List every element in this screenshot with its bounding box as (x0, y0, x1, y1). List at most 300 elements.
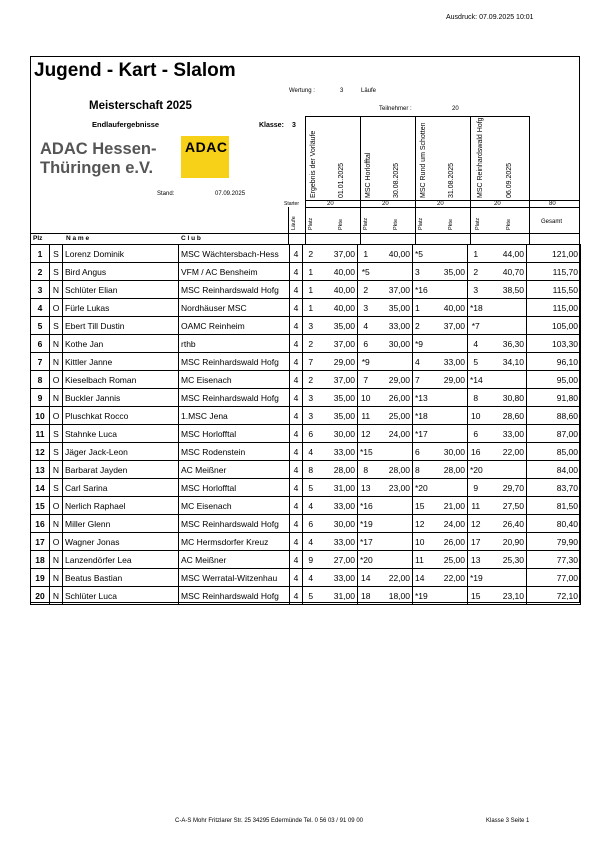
place-cell: 1 (413, 299, 429, 317)
points-cell (374, 551, 413, 569)
points-cell: 30,00 (374, 335, 413, 353)
table-row (31, 587, 581, 605)
category-cell: N (50, 389, 63, 407)
class-value: 3 (292, 122, 296, 129)
place-cell: *5 (413, 245, 429, 263)
place-cell: 9 (468, 479, 484, 497)
points-cell: 31,00 (319, 479, 358, 497)
category-cell: N (50, 551, 63, 569)
table-row (31, 479, 581, 497)
place-cell: 6 (303, 425, 319, 443)
category-cell: N (50, 335, 63, 353)
club-cell: AC Meißner (179, 551, 290, 569)
place-cell: 8 (413, 461, 429, 479)
total-cell: 72,10 (527, 587, 581, 605)
club-cell: rthb (179, 335, 290, 353)
place-cell: 8 (468, 389, 484, 407)
starter-count: 20 (327, 201, 334, 207)
place-cell: 17 (468, 533, 484, 551)
runs-cell: 4 (290, 263, 303, 281)
runs-cell: 4 (290, 587, 303, 605)
place-cell: 4 (413, 353, 429, 371)
points-cell (374, 515, 413, 533)
points-cell: 33,00 (319, 497, 358, 515)
place-cell: 12 (468, 515, 484, 533)
adac-logo-text: ADAC (185, 139, 228, 155)
points-cell: 35,00 (319, 389, 358, 407)
total-cell: 87,00 (527, 425, 581, 443)
place-cell: 4 (303, 533, 319, 551)
points-cell: 40,00 (319, 299, 358, 317)
place-cell: 18 (358, 587, 374, 605)
runs-cell: 4 (290, 299, 303, 317)
points-cell: 30,00 (319, 515, 358, 533)
place-cell: *20 (413, 479, 429, 497)
runs-cell: 4 (290, 245, 303, 263)
participants-value: 20 (452, 106, 459, 112)
place-cell: 4 (358, 317, 374, 335)
table-row (31, 299, 581, 317)
pkte-header: Pkte (506, 218, 512, 230)
place-cell: 7 (413, 371, 429, 389)
points-cell: 40,00 (374, 245, 413, 263)
table-row (31, 533, 581, 551)
name-cell: Jäger Jack-Leon (63, 443, 179, 461)
points-cell (374, 533, 413, 551)
category-cell: S (50, 443, 63, 461)
rank-cell: 16 (31, 515, 50, 533)
points-cell: 35,00 (319, 407, 358, 425)
points-cell: 31,00 (319, 587, 358, 605)
divider (30, 233, 580, 234)
name-cell: Wagner Jonas (63, 533, 179, 551)
points-cell: 40,00 (319, 263, 358, 281)
table-row (31, 569, 581, 587)
place-cell: 15 (468, 587, 484, 605)
place-cell: 6 (413, 443, 429, 461)
event-2-name: MSC Horlofftal (365, 152, 372, 198)
points-cell: 28,00 (374, 461, 413, 479)
category-cell: N (50, 461, 63, 479)
category-cell: O (50, 299, 63, 317)
club-cell: AC Meißner (179, 461, 290, 479)
name-cell: Pluschkat Rocco (63, 407, 179, 425)
rank-cell: 13 (31, 461, 50, 479)
plz-header: Plz (33, 235, 43, 242)
club-cell: MSC Werratal-Witzenhau (179, 569, 290, 587)
place-cell: 4 (303, 569, 319, 587)
place-cell: *7 (468, 317, 484, 335)
name-cell: Lanzendörfer Lea (63, 551, 179, 569)
points-cell: 38,50 (484, 281, 527, 299)
points-cell: 35,00 (374, 299, 413, 317)
points-cell: 26,00 (374, 389, 413, 407)
points-cell: 29,00 (429, 371, 468, 389)
table-row (31, 425, 581, 443)
participants-label: Teilnehmer : (379, 106, 412, 112)
points-cell: 28,60 (484, 407, 527, 425)
divider (360, 116, 361, 244)
place-cell: *20 (358, 551, 374, 569)
category-cell: N (50, 281, 63, 299)
table-row (31, 371, 581, 389)
runs-cell: 4 (290, 317, 303, 335)
starter-count: 20 (382, 201, 389, 207)
total-cell: 95,00 (527, 371, 581, 389)
table-row (31, 515, 581, 533)
rank-cell: 9 (31, 389, 50, 407)
rank-cell: 6 (31, 335, 50, 353)
points-cell: 33,00 (429, 353, 468, 371)
runs-cell: 4 (290, 551, 303, 569)
points-cell: 35,00 (319, 317, 358, 335)
place-cell: *9 (358, 353, 374, 371)
rank-cell: 2 (31, 263, 50, 281)
name-cell: Stahnke Luca (63, 425, 179, 443)
points-cell: 29,00 (374, 371, 413, 389)
divider (305, 116, 530, 117)
total-cell: 115,70 (527, 263, 581, 281)
points-cell (429, 389, 468, 407)
points-cell: 26,00 (429, 533, 468, 551)
club-cell: MSC Rodenstein (179, 443, 290, 461)
place-cell: 5 (303, 479, 319, 497)
runs-cell: 4 (290, 353, 303, 371)
points-cell: 29,70 (484, 479, 527, 497)
divider (305, 207, 580, 208)
brand-name-line2: Thüringen e.V. (40, 159, 154, 177)
divider (529, 116, 530, 244)
place-cell: 5 (468, 353, 484, 371)
platz-header: Platz (363, 217, 369, 230)
place-cell: 11 (468, 497, 484, 515)
place-cell: 3 (303, 317, 319, 335)
points-cell (374, 353, 413, 371)
points-cell (484, 317, 527, 335)
name-cell: Nerlich Raphael (63, 497, 179, 515)
points-cell: 23,10 (484, 587, 527, 605)
print-timestamp: Ausdruck: 07.09.2025 10:01 (446, 14, 534, 21)
rank-cell: 15 (31, 497, 50, 515)
table-row (31, 407, 581, 425)
points-cell (374, 263, 413, 281)
wertung-value: 3 (340, 88, 344, 94)
runs-cell: 4 (290, 407, 303, 425)
place-cell: 4 (303, 443, 319, 461)
table-row (31, 551, 581, 569)
points-cell: 34,10 (484, 353, 527, 371)
name-cell: Kothe Jan (63, 335, 179, 353)
points-cell: 20,90 (484, 533, 527, 551)
divider (470, 116, 471, 244)
rank-cell: 4 (31, 299, 50, 317)
stand-value: 07.09.2025 (215, 191, 246, 197)
place-cell: 12 (358, 425, 374, 443)
points-cell (374, 443, 413, 461)
category-cell: O (50, 407, 63, 425)
points-cell (429, 479, 468, 497)
event-4-date: 06.09.2025 (506, 162, 513, 198)
class-label: Klasse: (259, 122, 284, 129)
brand-name-line1: ADAC Hessen- (40, 140, 157, 158)
club-cell: MSC Reinhardswald Hofg (179, 389, 290, 407)
place-cell: *17 (358, 533, 374, 551)
category-cell: S (50, 479, 63, 497)
points-cell: 30,00 (319, 425, 358, 443)
divider (305, 116, 306, 244)
points-cell: 33,00 (374, 317, 413, 335)
points-cell: 28,00 (429, 461, 468, 479)
total-cell: 121,00 (527, 245, 581, 263)
club-cell: MSC Wächtersbach-Hess (179, 245, 290, 263)
total-header: Gesamt (541, 219, 563, 225)
place-cell: 2 (303, 371, 319, 389)
runs-cell: 4 (290, 425, 303, 443)
runs-cell: 4 (290, 389, 303, 407)
place-cell: 7 (358, 371, 374, 389)
place-cell: 10 (413, 533, 429, 551)
points-cell: 26,40 (484, 515, 527, 533)
category-cell: N (50, 569, 63, 587)
event-4-name: MSC Reinhardswald Hofg (477, 117, 484, 198)
points-cell (429, 407, 468, 425)
points-cell: 30,80 (484, 389, 527, 407)
points-cell: 37,00 (374, 281, 413, 299)
place-cell: 10 (358, 389, 374, 407)
rank-cell: 14 (31, 479, 50, 497)
place-cell: *16 (358, 497, 374, 515)
points-cell (429, 335, 468, 353)
name-cell: Ebert Till Dustin (63, 317, 179, 335)
page-title: Jugend - Kart - Slalom (34, 60, 236, 81)
place-cell: 15 (413, 497, 429, 515)
place-cell: 13 (468, 551, 484, 569)
name-cell: Schlüter Elian (63, 281, 179, 299)
category-cell: N (50, 353, 63, 371)
place-cell: 1 (303, 281, 319, 299)
category-cell: S (50, 425, 63, 443)
points-cell: 27,00 (319, 551, 358, 569)
starter-count: 80 (549, 201, 556, 207)
divider (415, 116, 416, 244)
points-cell: 18,00 (374, 587, 413, 605)
place-cell: 2 (303, 245, 319, 263)
runs-cell: 4 (290, 443, 303, 461)
place-cell: 1 (358, 245, 374, 263)
points-cell: 27,50 (484, 497, 527, 515)
name-cell: Schlüter Luca (63, 587, 179, 605)
place-cell: 4 (303, 497, 319, 515)
place-cell: 3 (303, 407, 319, 425)
category-cell: S (50, 263, 63, 281)
place-cell: 10 (468, 407, 484, 425)
points-cell (429, 281, 468, 299)
name-cell: Kieselbach Roman (63, 371, 179, 389)
place-cell: *16 (413, 281, 429, 299)
total-cell: 103,30 (527, 335, 581, 353)
category-cell: O (50, 533, 63, 551)
points-cell: 40,00 (319, 281, 358, 299)
total-cell: 84,00 (527, 461, 581, 479)
table-row (31, 281, 581, 299)
place-cell: *15 (358, 443, 374, 461)
place-cell: *14 (468, 371, 484, 389)
points-cell: 33,00 (484, 425, 527, 443)
points-cell: 22,00 (374, 569, 413, 587)
place-cell: *18 (468, 299, 484, 317)
points-cell: 40,00 (429, 299, 468, 317)
place-cell: 6 (468, 425, 484, 443)
club-cell: MSC Horlofftal (179, 479, 290, 497)
points-cell: 30,00 (429, 443, 468, 461)
place-cell: *19 (358, 515, 374, 533)
points-cell: 22,00 (484, 443, 527, 461)
rank-cell: 8 (31, 371, 50, 389)
place-cell: 16 (468, 443, 484, 461)
place-cell: 9 (303, 551, 319, 569)
divider (288, 207, 289, 244)
category-cell: N (50, 587, 63, 605)
platz-header: Platz (308, 217, 314, 230)
rank-cell: 12 (31, 443, 50, 461)
rank-cell: 1 (31, 245, 50, 263)
name-cell: Beatus Bastian (63, 569, 179, 587)
place-cell: 2 (358, 281, 374, 299)
points-cell: 28,00 (319, 461, 358, 479)
place-cell: 2 (468, 263, 484, 281)
table-row (31, 497, 581, 515)
place-cell: 11 (413, 551, 429, 569)
place-cell: *17 (413, 425, 429, 443)
table-row (31, 353, 581, 371)
club-cell: MSC Reinhardswald Hofg (179, 587, 290, 605)
points-cell (374, 497, 413, 515)
points-cell: 25,00 (374, 407, 413, 425)
points-cell: 23,00 (374, 479, 413, 497)
championship-title: Meisterschaft 2025 (89, 100, 192, 112)
total-cell: 85,00 (527, 443, 581, 461)
runs-cell: 4 (290, 515, 303, 533)
points-cell (484, 569, 527, 587)
points-cell: 21,00 (429, 497, 468, 515)
rank-cell: 5 (31, 317, 50, 335)
name-cell: Lorenz Dominik (63, 245, 179, 263)
place-cell: 6 (303, 515, 319, 533)
category-cell: O (50, 497, 63, 515)
place-cell: 13 (358, 479, 374, 497)
place-cell: 11 (358, 407, 374, 425)
place-cell: 14 (358, 569, 374, 587)
place-cell: *18 (413, 407, 429, 425)
points-cell: 33,00 (319, 533, 358, 551)
place-cell: *20 (468, 461, 484, 479)
points-cell: 33,00 (319, 569, 358, 587)
pkte-header: Pkte (393, 218, 399, 230)
pkte-header: Pkte (448, 218, 454, 230)
event-1-date: 01.01.2025 (338, 162, 345, 198)
club-cell: MSC Horlofftal (179, 425, 290, 443)
club-header: C l u b (181, 235, 201, 242)
total-cell: 115,00 (527, 299, 581, 317)
rank-cell: 10 (31, 407, 50, 425)
event-3-name: MSC Rund um Schotten (420, 122, 427, 198)
starter-count: 20 (494, 201, 501, 207)
points-cell: 24,00 (374, 425, 413, 443)
rank-cell: 7 (31, 353, 50, 371)
runs-cell: 4 (290, 335, 303, 353)
place-cell: 2 (303, 335, 319, 353)
pkte-header: Pkte (338, 218, 344, 230)
rank-cell: 17 (31, 533, 50, 551)
name-cell: Fürle Lukas (63, 299, 179, 317)
starter-label: Starter (284, 201, 300, 207)
table-row (31, 443, 581, 461)
total-cell: 91,80 (527, 389, 581, 407)
total-cell: 77,30 (527, 551, 581, 569)
points-cell (484, 299, 527, 317)
name-cell: Carl Sarina (63, 479, 179, 497)
points-cell: 37,00 (319, 371, 358, 389)
table-row (31, 461, 581, 479)
place-cell: 14 (413, 569, 429, 587)
prelim-results-header: Ergebnis der Vorläufe (310, 130, 317, 198)
wertung-label: Wertung : (289, 88, 315, 94)
total-cell: 88,60 (527, 407, 581, 425)
club-cell: OAMC Reinheim (179, 317, 290, 335)
runs-cell: 4 (290, 497, 303, 515)
name-cell: Kittler Janne (63, 353, 179, 371)
club-cell: MSC Reinhardswald Hofg (179, 281, 290, 299)
total-cell: 115,50 (527, 281, 581, 299)
platz-header: Platz (475, 217, 481, 230)
place-cell: 3 (413, 263, 429, 281)
event-2-date: 30.08.2025 (393, 162, 400, 198)
place-cell: 6 (358, 335, 374, 353)
stand-label: Stand: (157, 191, 175, 197)
total-cell: 96,10 (527, 353, 581, 371)
event-3-date: 31.08.2025 (448, 162, 455, 198)
points-cell: 40,70 (484, 263, 527, 281)
category-cell: O (50, 371, 63, 389)
rank-cell: 20 (31, 587, 50, 605)
place-cell: 8 (358, 461, 374, 479)
points-cell: 35,00 (429, 263, 468, 281)
category-cell: S (50, 317, 63, 335)
points-cell (484, 371, 527, 389)
category-cell: N (50, 515, 63, 533)
points-cell (429, 587, 468, 605)
club-cell: 1.MSC Jena (179, 407, 290, 425)
points-cell: 22,00 (429, 569, 468, 587)
points-cell: 29,00 (319, 353, 358, 371)
points-cell: 25,30 (484, 551, 527, 569)
name-cell: Bird Angus (63, 263, 179, 281)
place-cell: 3 (468, 281, 484, 299)
place-cell: 2 (413, 317, 429, 335)
club-cell: VFM / AC Bensheim (179, 263, 290, 281)
points-cell: 37,00 (319, 335, 358, 353)
runs-cell: 4 (290, 533, 303, 551)
rank-cell: 19 (31, 569, 50, 587)
place-cell: 12 (413, 515, 429, 533)
club-cell: Nordhäuser MSC (179, 299, 290, 317)
place-cell: 8 (303, 461, 319, 479)
runs-cell: 4 (290, 479, 303, 497)
place-cell: *13 (413, 389, 429, 407)
footer-address: C-A-S Mohr Fritzlarer Str. 25 34295 Edermünde Tel. 0 56 03 / 91 09 00 (175, 818, 363, 824)
points-cell: 24,00 (429, 515, 468, 533)
runs-cell: 4 (290, 371, 303, 389)
